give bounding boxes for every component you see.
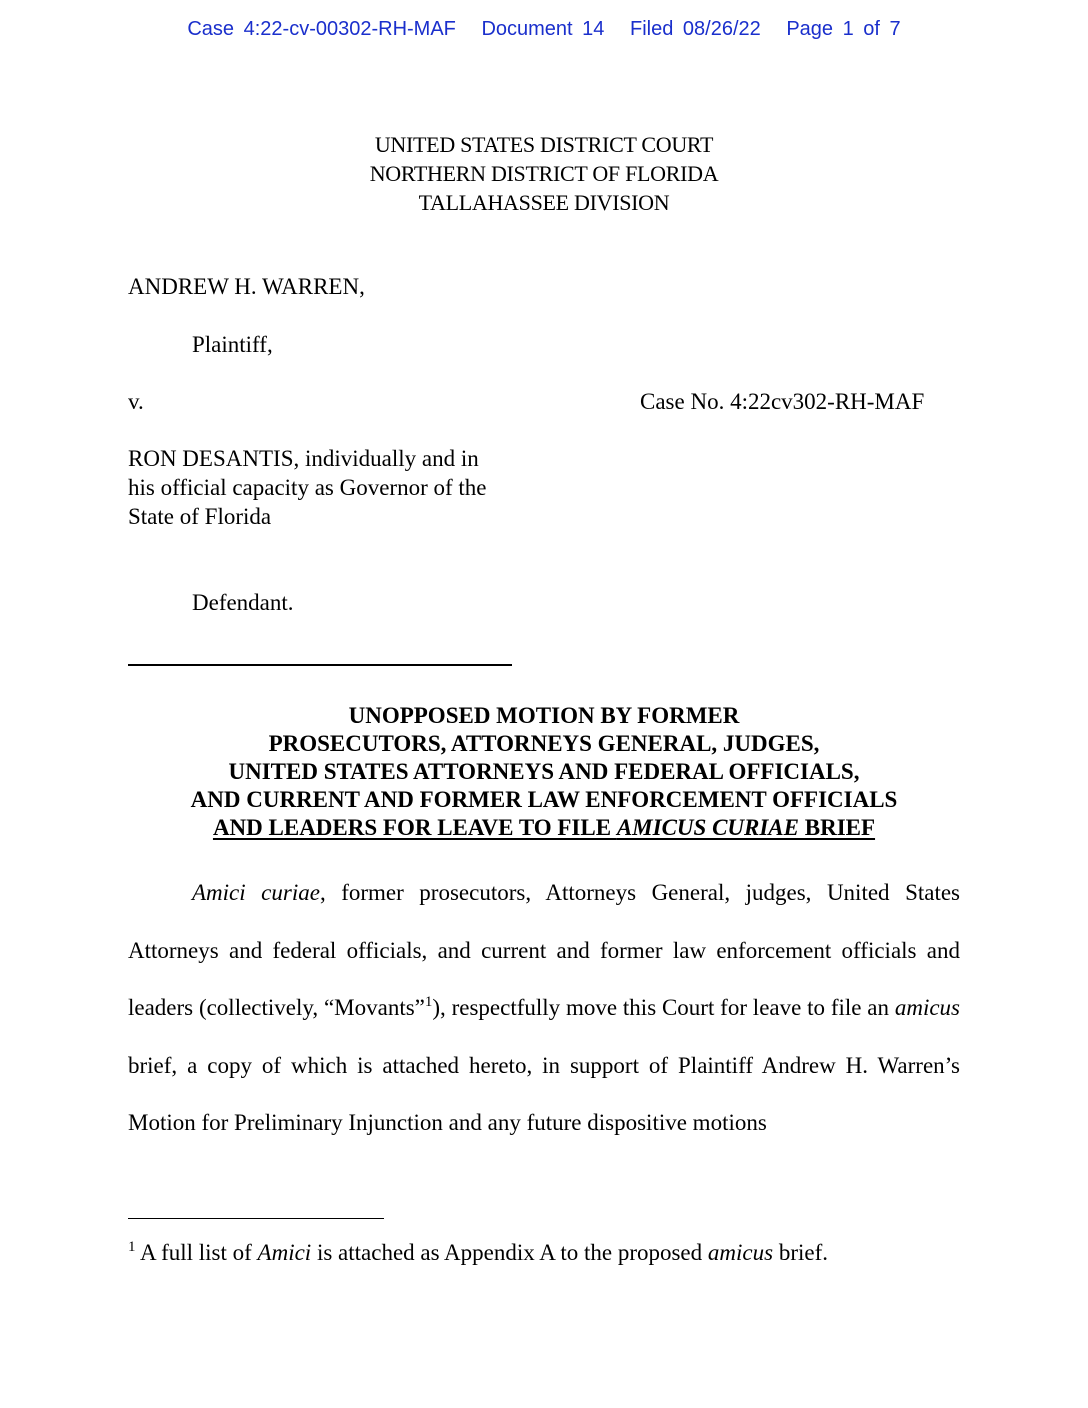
defendant-line: State of Florida — [128, 504, 272, 529]
footnote-reference[interactable]: 1 — [424, 994, 433, 1010]
footnote-text: A full list of — [135, 1240, 258, 1265]
amicus-term: amicus — [894, 995, 961, 1020]
defendant-line: RON DESANTIS, individually and in — [128, 446, 479, 471]
defendant-role: Defendant. — [192, 590, 294, 615]
footnote — [128, 1238, 960, 1267]
amici-curiae-term: Amici curiae — [192, 880, 320, 905]
title-italic: AMICUS CURIAE — [616, 815, 799, 840]
footnote-text: brief. — [773, 1240, 828, 1265]
caption-divider — [128, 664, 512, 666]
body-text: brief, a copy of which is attached hereto, in support of Plaintiff Andrew H. Warren’s Motion for Preliminary Injunction and any future dispositive motions — [128, 1052, 960, 1135]
title-line: PROSECUTORS, ATTORNEYS GENERAL, JUDGES, — [268, 731, 820, 756]
motion-body-paragraph — [128, 864, 960, 1152]
footnote-italic: Amici — [257, 1240, 312, 1265]
versus: v. — [128, 389, 144, 414]
footnote-divider — [128, 1218, 384, 1219]
footnote-text: is attached as Appendix A to the proposed — [311, 1240, 708, 1265]
header-filed-date: Filed 08/26/22 — [629, 18, 761, 40]
court-name: UNITED STATES DISTRICT COURT — [374, 132, 714, 157]
court-heading — [0, 130, 1088, 217]
plaintiff-name: ANDREW H. WARREN, — [128, 274, 365, 299]
ecf-header-stamp — [0, 18, 1088, 41]
court-division: TALLAHASSEE DIVISION — [418, 190, 670, 215]
body-text: , former prosecutors, Attorneys General, judges, United States Attorneys and federal officials, and current and former law enforcement officials and leaders (collectively, “Movants” — [128, 880, 961, 1020]
title-line: UNITED STATES ATTORNEYS AND FEDERAL OFFICIALS, — [228, 759, 860, 784]
case-number: Case No. 4:22cv302-RH-MAF — [640, 389, 925, 414]
motion-title — [0, 702, 1088, 842]
title-line — [0, 814, 1088, 842]
body-text: ), respectfully move this Court for leave to file an — [432, 995, 895, 1020]
header-case-number: Case 4:22-cv-00302-RH-MAF — [187, 18, 456, 40]
defendant-name — [128, 444, 528, 531]
header-document: Document 14 — [481, 18, 605, 40]
title-text: BRIEF — [799, 815, 876, 840]
title-text: AND LEADERS FOR LEAVE TO FILE — [212, 815, 617, 840]
plaintiff-role: Plaintiff, — [192, 332, 273, 357]
header-page-count: Page 1 of 7 — [786, 18, 901, 40]
title-line: UNOPPOSED MOTION BY FORMER — [348, 703, 740, 728]
title-line: AND CURRENT AND FORMER LAW ENFORCEMENT OFFICIALS — [190, 787, 898, 812]
footnote-number: 1 — [128, 1239, 136, 1255]
footnote-italic: amicus — [707, 1240, 774, 1265]
defendant-line: his official capacity as Governor of the — [128, 475, 487, 500]
court-district: NORTHERN DISTRICT OF FLORIDA — [369, 161, 719, 186]
